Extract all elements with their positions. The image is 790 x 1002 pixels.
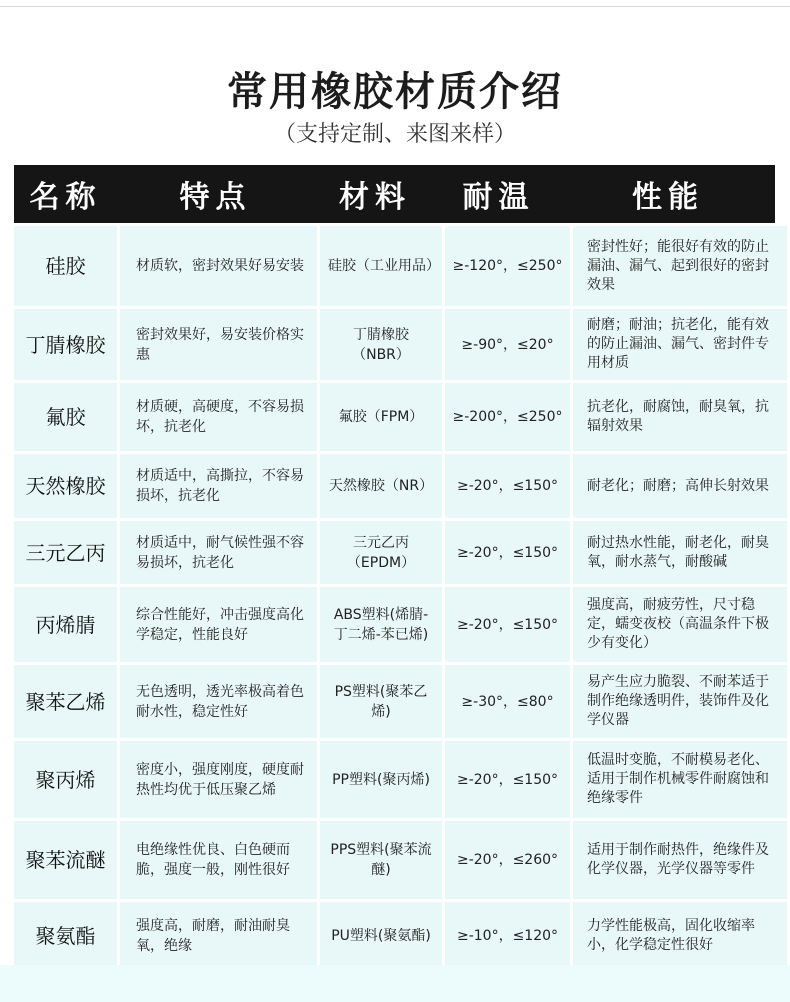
cell-temp <box>445 309 570 380</box>
cell-name-text: 聚氨酯 <box>35 924 96 948</box>
cell-feature-text: 材质适中，耐气候性强不容易损坏，抗老化 <box>136 534 304 571</box>
cell-performance <box>573 226 787 306</box>
table-row <box>14 902 775 970</box>
cell-feature-text: 强度高，耐磨，耐油耐臭氧，绝缘 <box>136 918 290 954</box>
page-subtitle: （支持定制、来图来样） <box>273 122 516 147</box>
cell-name <box>14 454 117 518</box>
cell-name-text: 丙烯腈 <box>35 612 96 637</box>
cell-name-text: 聚苯流醚 <box>25 848 106 872</box>
cell-feature-text: 材质硬，高硬度，不容易损坏，抗老化 <box>136 399 304 435</box>
cell-performance <box>573 902 787 970</box>
table-row <box>14 309 775 380</box>
cell-performance-text: 抗老化，耐腐蚀，耐臭氧，抗辐射效果 <box>587 399 769 434</box>
cell-feature-text: 电绝缘性优良、白色硬而脆，强度一般，刚性很好 <box>136 842 290 878</box>
cell-material-text: PP塑料(聚丙烯) <box>332 771 430 788</box>
cell-name <box>14 521 117 584</box>
header-material: 材料 <box>339 180 411 215</box>
table-row <box>14 521 775 584</box>
cell-feature-text: 材质软，密封效果好易安装 <box>136 258 304 274</box>
cell-temp <box>445 454 570 518</box>
cell-feature-text: 无色透明，透光率极高着色耐水性，稳定性好 <box>136 683 304 720</box>
cell-feature <box>120 383 317 451</box>
cell-material <box>320 383 442 451</box>
cell-performance <box>573 454 787 518</box>
page-title: 常用橡胶材质介绍 <box>227 69 563 115</box>
cell-material-text: 丁腈橡胶（NBR） <box>352 326 410 363</box>
cell-material <box>320 309 442 380</box>
cell-material-text: ABS塑料(烯腈-丁二烯-苯已烯) <box>333 606 429 643</box>
header-performance: 性能 <box>632 180 704 215</box>
cell-performance-text: 适用于制作耐热件，绝缘件及化学仪器，光学仪器等零件 <box>587 842 769 877</box>
cell-performance-text: 耐磨；耐油；抗老化，能有效的防止漏油、漏气、密封件专用材质 <box>587 317 769 371</box>
cell-feature-text: 综合性能好，冲击强度高化学稳定，性能良好 <box>136 606 304 643</box>
table-row <box>14 587 775 662</box>
cell-name <box>14 309 117 380</box>
cell-name-text: 聚丙烯 <box>35 767 96 792</box>
cell-temp <box>445 226 570 306</box>
cell-feature-text: 材质适中，高撕拉，不容易损坏，抗老化 <box>136 468 304 504</box>
cell-material-text: 硅胶（工业用品） <box>328 258 440 274</box>
table-row <box>14 383 775 451</box>
cell-name <box>14 665 117 738</box>
cell-name-text: 聚苯乙烯 <box>25 689 106 714</box>
cell-performance <box>573 587 787 662</box>
cell-feature-text: 密封效果好，易安装价格实惠 <box>136 326 304 363</box>
table-header <box>14 165 775 223</box>
cell-performance <box>573 821 787 899</box>
cell-feature <box>120 902 317 970</box>
cell-feature <box>120 454 317 518</box>
bottom-band <box>0 965 790 1002</box>
cell-temp <box>445 383 570 451</box>
cell-material-text: PPS塑料(聚苯流醚) <box>330 842 432 878</box>
cell-feature <box>120 587 317 662</box>
cell-material <box>320 226 442 306</box>
cell-performance-text: 低温时变脆，不耐模易老化、适用于制作机械零件耐腐蚀和绝缘零件 <box>587 752 769 806</box>
cell-feature-text: 密度小，强度刚度，硬度耐热性均优于低压聚乙烯 <box>136 761 304 798</box>
cell-material-text: 氟胶（FPM） <box>338 409 424 425</box>
cell-temp-text: ≥-90°，≤20° <box>461 336 554 353</box>
cell-name-text: 硅胶 <box>45 254 86 278</box>
header-feature: 特点 <box>179 180 252 215</box>
table-body <box>14 226 775 970</box>
cell-temp-text: ≥-20°，≤150° <box>456 771 559 788</box>
cell-feature <box>120 521 317 584</box>
cell-performance <box>573 309 787 380</box>
cell-temp <box>445 902 570 970</box>
top-rule <box>0 0 790 7</box>
cell-temp <box>445 521 570 584</box>
cell-temp-text: ≥-200°，≤250° <box>452 409 563 425</box>
cell-material-text: 天然橡胶（NR） <box>328 478 434 494</box>
table-row <box>14 821 775 899</box>
cell-material <box>320 821 442 899</box>
cell-material <box>320 902 442 970</box>
cell-name <box>14 587 117 662</box>
cell-material <box>320 741 442 818</box>
cell-material <box>320 665 442 738</box>
cell-material-text: 三元乙丙（EPDM） <box>346 534 416 571</box>
cell-name-text: 氟胶 <box>45 405 86 429</box>
cell-name-text: 三元乙丙 <box>25 540 106 565</box>
cell-name <box>14 226 117 306</box>
cell-performance-text: 耐过热水性能，耐老化，耐臭氧，耐水蒸气，耐酸碱 <box>587 534 769 570</box>
materials-table <box>14 165 775 970</box>
header-temp: 耐温 <box>462 180 535 215</box>
cell-name-text: 丁腈橡胶 <box>25 332 106 357</box>
cell-temp <box>445 665 570 738</box>
cell-name <box>14 383 117 451</box>
cell-temp-text: ≥-10°，≤120° <box>456 928 559 944</box>
header-name: 名称 <box>29 180 102 215</box>
cell-performance <box>573 521 787 584</box>
cell-performance-text: 强度高，耐疲劳性，尺寸稳定，蠕变夜校（高温条件下极少有变化） <box>587 597 769 651</box>
cell-material <box>320 521 442 584</box>
cell-feature <box>120 226 317 306</box>
cell-material <box>320 454 442 518</box>
cell-material-text: PU塑料(聚氨酯) <box>331 928 431 944</box>
cell-name <box>14 902 117 970</box>
table-row <box>14 665 775 738</box>
cell-name <box>14 741 117 818</box>
cell-temp-text: ≥-20°，≤260° <box>456 852 559 868</box>
cell-temp-text: ≥-20°，≤150° <box>456 478 559 494</box>
cell-temp-text: ≥-20°，≤150° <box>456 616 559 633</box>
cell-performance <box>573 383 787 451</box>
cell-material-text: PS塑料(聚苯乙烯) <box>334 683 428 720</box>
table-row <box>14 454 775 518</box>
cell-temp-text: ≥-20°，≤150° <box>456 544 559 561</box>
cell-material <box>320 587 442 662</box>
cell-performance-text: 密封性好；能很好有效的防止漏油、漏气、起到很好的密封效果 <box>587 238 769 293</box>
cell-temp <box>445 821 570 899</box>
cell-temp-text: ≥-30°，≤80° <box>461 693 554 710</box>
table-row <box>14 226 775 306</box>
cell-performance-text: 力学性能极高，固化收缩率小，化学稳定性很好 <box>587 918 755 953</box>
cell-feature <box>120 309 317 380</box>
table-row <box>14 741 775 818</box>
cell-temp-text: ≥-120°，≤250° <box>452 258 563 274</box>
cell-name <box>14 821 117 899</box>
cell-feature <box>120 821 317 899</box>
cell-performance <box>573 741 787 818</box>
cell-feature <box>120 741 317 818</box>
cell-name-text: 天然橡胶 <box>25 474 106 498</box>
cell-temp <box>445 587 570 662</box>
cell-temp <box>445 741 570 818</box>
cell-performance-text: 易产生应力脆裂、不耐苯适于制作绝缘透明件，装饰件及化学仪器 <box>587 674 769 728</box>
cell-performance-text: 耐老化；耐磨；高伸长射效果 <box>587 477 769 494</box>
cell-performance <box>573 665 787 738</box>
cell-feature <box>120 665 317 738</box>
